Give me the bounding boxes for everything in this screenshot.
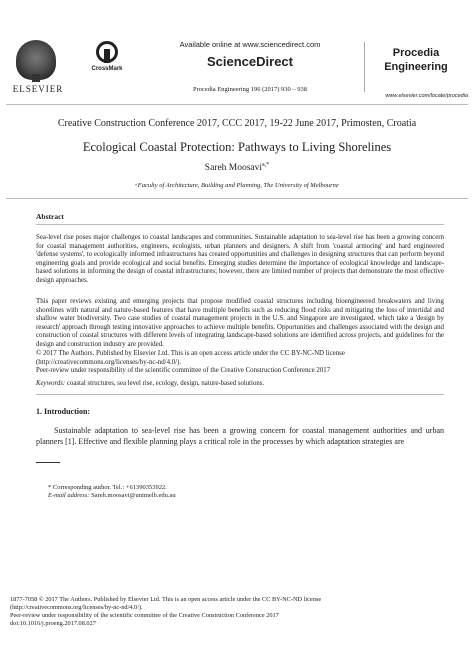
email-label: E-mail address: [48,492,90,499]
abstract-bottom-divider [36,394,444,395]
abstract-paragraph-2: This paper reviews existing and emerging projects that propose modified coastal structures including bioengineered breakwaters and living shorelines with natural and nature-based features that have multiple benefits such as reducing flood risks and mitigating the loss of intertidal and shallow water biodiversity. Two case studies of coastal management projects in the U.S. and Singapore are investigated, which take a 'design by research' approach through testing innovative approaches to achieve multiple benefits. Opportunities and challenges associated with the design and construction of coastal structures with different levels of integrating landscape-based solutions are identified across projects, and guidelines for the design and construction industry are provided. [36,298,444,348]
email-address[interactable]: Sareh.moosavi@unimelb.edu.au [91,492,176,499]
footnote [36,484,444,500]
keywords-list: coastal structures, sea level rise, ecology, design, nature-based solutions. [66,380,265,387]
footnote-divider [36,462,60,463]
conference-name: Creative Construction Conference 2017, CCC 2017, 19-22 June 2017, Primosten, Croatia [57,118,417,129]
corresponding-author: * Corresponding author. Tel.: +61390353922. [48,484,167,491]
journal-citation: Procedia Engineering 196 (2017) 930 – 938 [192,86,308,93]
available-online: Available online at www.sciencedirect.com [179,40,321,49]
abstract-heading-divider [36,224,444,225]
author-marks: a,* [262,162,270,168]
section-heading-introduction: 1. Introduction: [36,407,91,416]
introduction-paragraph: Sustainable adaptation to sea-level rise has been a growing concern for coastal management authorities and urban planners [1]. Effective and flexible planning plays a critical role in the processes by which adaptation strategies are [36,426,444,446]
journal-url[interactable]: www.elsevier.com/locate/procedia [385,93,468,99]
keywords [36,380,444,387]
author-affiliation: ᵃFaculty of Architecture, Building and Planning, The University of Melbourne [135,182,339,189]
abstract-top-divider [6,198,468,199]
bottom-license-link[interactable]: (http://creativecommons.org/licenses/by-nc-nd/4.0/). [10,604,143,611]
license-link[interactable]: (http://creativecommons.org/licenses/by-nc-nd/4.0/). [36,358,182,366]
elsevier-logo [8,38,64,96]
email-line [36,492,444,500]
publisher-name: ELSEVIER [12,84,64,94]
journal-box [364,42,463,92]
crossmark-badge[interactable] [92,41,122,79]
issn-copyright: 1877-7058 © 2017 The Authors. Published by Elsevier Ltd. This is an open access article under the CC BY-NC-ND license [10,596,322,603]
keywords-label: Keywords: [36,380,66,387]
author-name: Sareh Moosavi [204,163,263,174]
abstract-heading: Abstract [36,212,64,221]
journal-name: Procedia Engineering [384,47,448,73]
crossmark-label: CrossMark [91,66,123,72]
article-title: Ecological Coastal Protection: Pathways to Living Shorelines [82,140,392,154]
doi[interactable]: doi:10.1016/j.proeng.2017.08.027 [10,620,96,627]
platform-name: ScienceDirect [207,54,293,69]
copyright-notice: © 2017 The Authors. Published by Elsevier Ltd. This is an open access article under the CC BY-NC-ND license (http://creativecommons.org/licenses/by-nc-nd/4.0/). Peer-review under responsibility of the scientific committee of the Creative Construction Conference 2017 [36,350,444,376]
header-divider [6,104,468,105]
author [10,162,464,173]
peer-review-note: Peer-review under responsibility of the scientific committee of the Creative Construction Conference 2017 [10,612,279,619]
bottom-matter [10,596,470,628]
abstract-paragraph-1: Sea-level rise poses major challenges to coastal landscapes and communities. Sustainable adaptation to sea-level rise has been a growing concern for coastal management authorities, engineers, ecologists, urban planners and designers. A shift from 'coastal armoring' and hard engineered 'defense systems', to ecologically informed infrastructures has created opportunities and challenges in designing structures that can perform beyond engineering goals and provide ecological and social benefits. Emerging studies determine the importance of ecological knowledge and landscape-based solutions in informing the design of coastal infrastructures; however, there are limited number of projects that demonstrate the most effective design approaches. [36,234,444,284]
